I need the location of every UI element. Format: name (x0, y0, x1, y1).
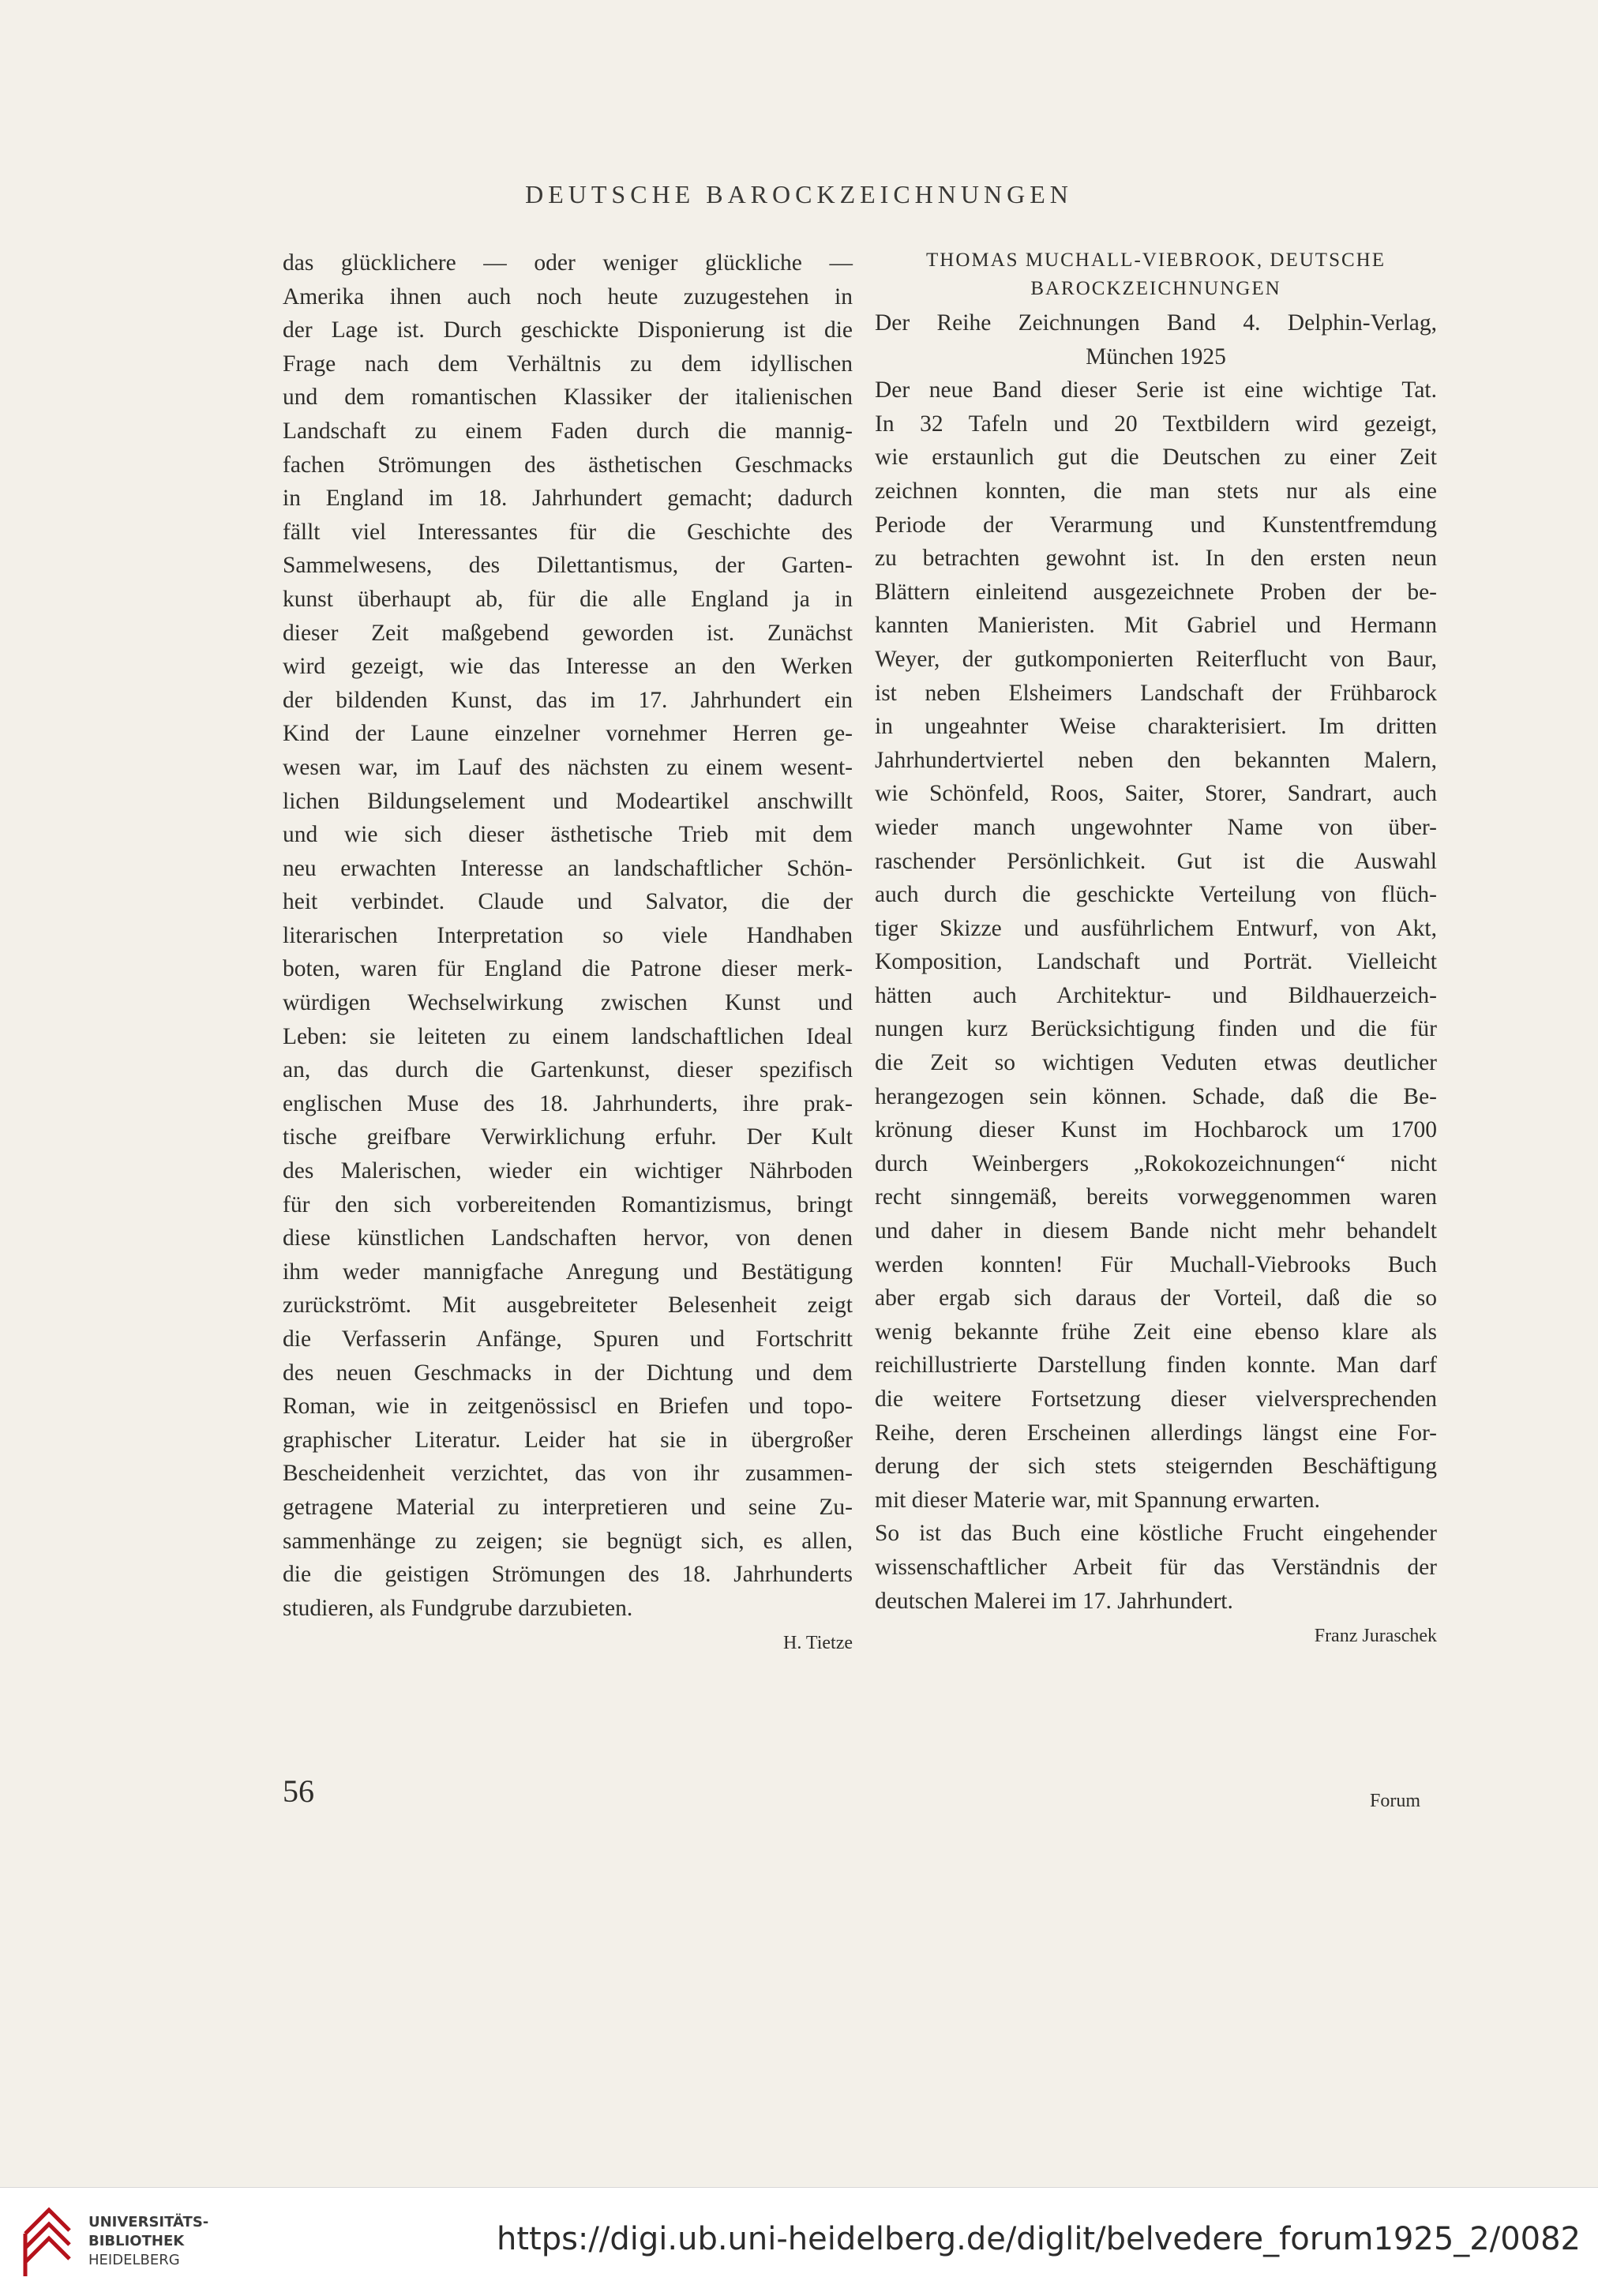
right-text-line: krönung dieser Kunst im Hochbarock um 1700 (875, 1117, 1437, 1143)
left-text-line: Frage nach dem Verhältnis zu dem idyllischen (283, 351, 853, 377)
left-signature: H. Tietze (782, 1633, 853, 1654)
left-text-line: tische greifbare Verwirklichung erfuhr. Der Kult (283, 1124, 853, 1150)
left-text-line: heit verbindet. Claude und Salvator, die der (283, 889, 853, 915)
library-name-line-1: UNIVERSITÄTS- (88, 2214, 209, 2230)
right-text-line: hätten auch Architektur- und Bildhauerzeich- (875, 982, 1437, 1008)
right-text-line: wieder manch ungewohnter Name von über- (875, 814, 1437, 840)
right-text-line: aber ergab sich daraus der Vorteil, daß die so (875, 1285, 1437, 1311)
right-signature: Franz Juraschek (1314, 1626, 1437, 1647)
right-text-line: werden konnten! Für Muchall-Viebrooks Buch (875, 1251, 1437, 1277)
review-subheading-line-1: Der Reihe Zeichnungen Band 4. Delphin-Verlag, (875, 310, 1437, 336)
right-text-line: herangezogen sein können. Schade, daß die Be- (875, 1083, 1437, 1109)
right-column-text (875, 373, 1437, 1618)
library-name-line-3: HEIDELBERG (88, 2252, 180, 2268)
left-text-line: getragene Material zu interpretieren und seine Zu- (283, 1494, 853, 1520)
review-heading-line-1: THOMAS MUCHALL-VIEBROOK, DEUTSCHE (926, 249, 1386, 271)
left-text-line: würdigen Wechselwirkung zwischen Kunst und (283, 990, 853, 1016)
right-text-line: In 32 Tafeln und 20 Textbildern wird gezeigt, (875, 411, 1437, 437)
left-text-line: Leben: sie leiteten zu einem landschaftlichen Ideal (283, 1023, 853, 1049)
left-text-line: zurückströmt. Mit ausgebreiteter Belesenheit zeigt (283, 1292, 853, 1319)
right-text-line: Blättern einleitend ausgezeichnete Proben der be- (875, 579, 1437, 605)
right-text-line: zeichnen konnten, die man stets nur als eine (875, 478, 1437, 504)
library-name-line-2: BIBLIOTHEK (88, 2233, 185, 2249)
left-text-line: und wie sich dieser ästhetische Trieb mit dem (283, 822, 853, 848)
left-text-line: in England im 18. Jahrhundert gemacht; dadurch (283, 486, 853, 512)
journal-name: Forum (1370, 1791, 1421, 1811)
library-name (88, 2213, 208, 2270)
right-text-line: die Zeit so wichtigen Veduten etwas deutlicher (875, 1050, 1437, 1076)
left-text-line: wesen war, im Lauf des nächsten zu einem wesent- (283, 754, 853, 780)
left-text-line: der bildenden Kunst, das im 17. Jahrhundert ein (283, 687, 853, 713)
left-text-line: das glücklichere — oder weniger glückliche — (283, 250, 853, 276)
left-text-line: dieser Zeit maßgebend geworden ist. Zunächst (283, 620, 853, 646)
left-column (283, 246, 853, 1660)
right-column (875, 246, 1437, 1653)
right-text-line: tiger Skizze und ausführlichem Entwurf, von Akt, (875, 915, 1437, 941)
right-text-line: wissenschaftlicher Arbeit für das Verständnis der (875, 1554, 1437, 1580)
right-text-line: durch Weinbergers „Rokokozeichnungen“ nicht (875, 1150, 1437, 1176)
left-text-line: kunst überhaupt ab, für die alle England ja in (283, 586, 853, 612)
left-text-line: Landschaft zu einem Faden durch die mannig- (283, 418, 853, 444)
left-text-line: fällt viel Interessantes für die Geschichte des (283, 519, 853, 545)
right-text-line: reichillustrierte Darstellung finden konnte. Man darf (875, 1352, 1437, 1379)
left-text-line: neu erwachten Interesse an landschaftlicher Schön- (283, 855, 853, 881)
right-text-line: zu betrachten gewohnt ist. In den ersten neun (875, 546, 1437, 572)
right-text-line: derung der sich stets steigernden Beschäftigung (875, 1454, 1437, 1480)
left-text-line: literarischen Interpretation so viele Handhaben (283, 922, 853, 948)
left-text-line: studieren, als Fundgrube darzubieten. (283, 1595, 633, 1621)
left-text-line: die Verfasserin Anfänge, Spuren und Fortschritt (283, 1326, 853, 1352)
left-text-line: Kind der Laune einzelner vornehmer Herren ge- (283, 721, 853, 747)
left-text-line: und dem romantischen Klassiker der italienischen (283, 385, 853, 411)
right-text-line: Periode der Verarmung und Kunstentfremdung (875, 512, 1437, 538)
left-column-text (283, 246, 853, 1625)
right-text-line: wenig bekannte frühe Zeit eine ebenso klare als (875, 1319, 1437, 1345)
left-text-line: fachen Strömungen des ästhetischen Geschmacks (283, 452, 853, 478)
right-text-line: Weyer, der gutkomponierten Reiterflucht von Baur, (875, 646, 1437, 672)
right-text-line: Der neue Band dieser Serie ist eine wichtige Tat. (875, 377, 1437, 403)
right-text-line: ist neben Elsheimers Landschaft der Frühbarock (875, 680, 1437, 706)
left-text-line: an, das durch die Gartenkunst, dieser spezifisch (283, 1057, 853, 1083)
left-text-line: Roman, wie in zeitgenössiscl en Briefen und topo- (283, 1394, 853, 1420)
right-text-line: kannten Manieristen. Mit Gabriel und Hermann (875, 613, 1437, 639)
right-text-line: So ist das Buch eine köstliche Frucht eingehender (875, 1521, 1437, 1547)
right-text-line: die weitere Fortsetzung dieser vielversprechenden (875, 1386, 1437, 1412)
right-text-line: wie Schönfeld, Roos, Saiter, Storer, Sandrart, auch (875, 781, 1437, 807)
left-text-line: der Lage ist. Durch geschickte Disponierung ist die (283, 317, 853, 343)
left-text-line: Sammelwesens, des Dilettantismus, der Garten- (283, 553, 853, 579)
right-text-line: Komposition, Landschaft und Porträt. Vielleicht (875, 949, 1437, 975)
left-text-line: lichen Bildungselement und Modeartikel anschwillt (283, 788, 853, 814)
right-text-line: Jahrhundertviertel neben den bekannten Malern, (875, 747, 1437, 773)
right-text-line: raschender Persönlichkeit. Gut ist die Auswahl (875, 848, 1437, 874)
left-text-line: des Malerischen, wieder ein wichtiger Nährboden (283, 1158, 853, 1184)
page-number: 56 (283, 1773, 314, 1809)
left-text-line: graphischer Literatur. Leider hat sie in übergroßer (283, 1427, 853, 1453)
right-text-line: deutschen Malerei im 17. Jahrhundert. (875, 1588, 1233, 1614)
library-logo-icon (17, 2202, 77, 2281)
running-head: DEUTSCHE BAROCKZEICHNUNGEN (525, 180, 1073, 208)
right-text-line: Reihe, deren Erscheinen allerdings längst eine For- (875, 1420, 1437, 1446)
permalink-url[interactable]: https://digi.ub.uni-heidelberg.de/diglit/belvedere_forum1925_2/0082 (496, 2221, 1581, 2257)
left-text-line: des neuen Geschmacks in der Dichtung und dem (283, 1360, 853, 1386)
left-text-line: die die geistigen Strömungen des 18. Jahrhunderts (283, 1562, 853, 1588)
left-text-line: boten, waren für England die Patrone dieser merk- (283, 956, 853, 982)
left-text-line: wird gezeigt, wie das Interesse an den Werken (283, 654, 853, 680)
left-text-line: sammenhänge zu zeigen; sie begnügt sich, es allen, (283, 1528, 853, 1554)
left-text-line: diese künstlichen Landschaften hervor, von denen (283, 1225, 853, 1251)
left-text-line: englischen Muse des 18. Jahrhunderts, ihre prak- (283, 1090, 853, 1116)
left-text-line: ihm weder mannigfache Anregung und Bestätigung (283, 1259, 853, 1285)
left-text-line: für den sich vorbereitenden Romantizismus, bringt (283, 1191, 853, 1217)
right-text-line: und daher in diesem Bande nicht mehr behandelt (875, 1218, 1437, 1244)
right-text-line: recht sinngemäß, bereits vorweggenommen waren (875, 1184, 1437, 1210)
review-subheading-line-2: München 1925 (1086, 343, 1226, 370)
right-text-line: auch durch die geschickte Verteilung von flüch- (875, 882, 1437, 908)
review-heading-line-2: BAROCKZEICHNUNGEN (1030, 278, 1281, 299)
right-text-line: nungen kurz Berücksichtigung finden und die für (875, 1016, 1437, 1042)
digitization-footer (0, 2187, 1598, 2296)
right-text-line: in ungeahnter Weise charakterisiert. Im dritten (875, 714, 1437, 740)
left-text-line: Amerika ihnen auch noch heute zuzugestehen in (283, 283, 853, 310)
right-text-line: mit dieser Materie war, mit Spannung erwarten. (875, 1487, 1321, 1513)
right-text-line: wie erstaunlich gut die Deutschen zu einer Zeit (875, 445, 1437, 471)
left-text-line: Bescheidenheit verzichtet, das von ihr zusammen- (283, 1461, 853, 1487)
